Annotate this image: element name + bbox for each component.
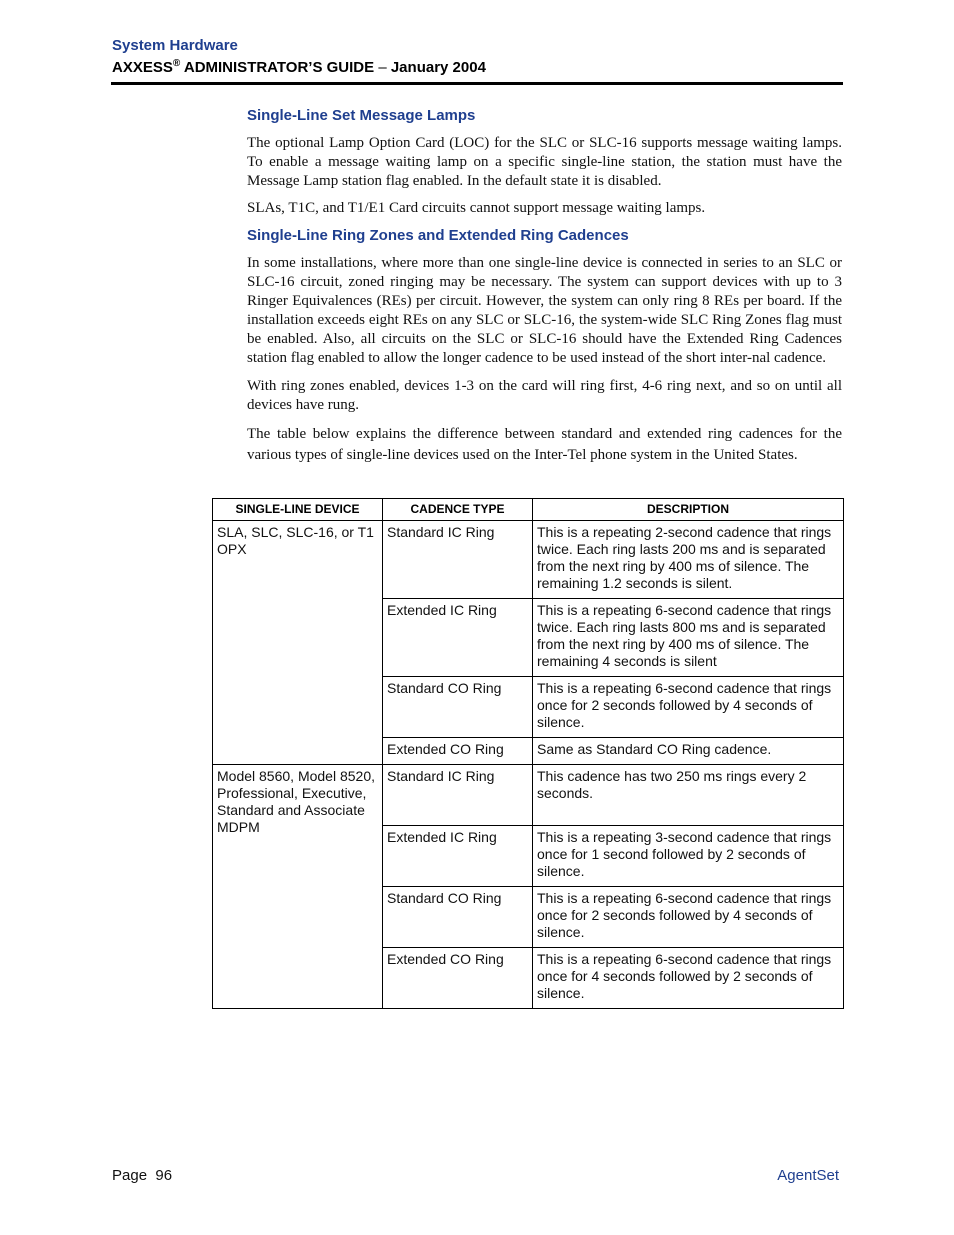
paragraph-no-lamp-support: SLAs, T1C, and T1/E1 Card circuits cannot support message waiting lamps. (247, 200, 706, 216)
title-date: January 2004 (390, 59, 486, 76)
description-cell: This cadence has two 250 ms rings every 2 seconds. (533, 765, 844, 826)
heading-message-lamps: Single-Line Set Message Lamps (247, 107, 476, 124)
table-row (213, 521, 844, 599)
cadence-cell: Standard IC Ring (383, 521, 533, 599)
title-brand: AXXESS (112, 59, 173, 76)
description-cell: This is a repeating 6-second cadence that rings twice. Each ring lasts 800 ms and is separated from the next ring by 400 ms of silence. The remaining 4 seconds is silent (533, 599, 844, 677)
column-header-cadence: CADENCE TYPE (383, 499, 533, 521)
cadence-cell: Extended IC Ring (383, 599, 533, 677)
heading-ring-zones: Single-Line Ring Zones and Extended Ring Cadences (247, 227, 629, 244)
description-cell: This is a repeating 2-second cadence that rings twice. Each ring lasts 200 ms and is separated from the next ring by 400 ms of silence. The remaining 1.2 seconds is silent. (533, 521, 844, 599)
cadence-cell: Standard CO Ring (383, 887, 533, 948)
header-rule (111, 82, 843, 85)
registered-mark: ® (172, 58, 181, 69)
description-cell: This is a repeating 6-second cadence that rings once for 2 seconds followed by 4 seconds of silence. (533, 887, 844, 948)
ring-cadence-table (212, 498, 844, 1009)
footer-product: AgentSet (777, 1167, 839, 1184)
description-cell: This is a repeating 3-second cadence that rings once for 1 second followed by 2 seconds of silence. (533, 826, 844, 887)
description-cell: This is a repeating 6-second cadence that rings once for 4 seconds followed by 2 seconds of silence. (533, 948, 844, 1009)
column-header-device: SINGLE-LINE DEVICE (213, 499, 383, 521)
description-cell: This is a repeating 6-second cadence that rings once for 2 seconds followed by 4 seconds of silence. (533, 677, 844, 738)
device-cell: SLA, SLC, SLC-16, or T1 OPX (213, 521, 383, 765)
description-cell: Same as Standard CO Ring cadence. (533, 738, 844, 765)
paragraph-table-intro: The table below explains the difference between standard and extended ring cadences for the various types of single-line devices used on the Inter-Tel phone system in the United States. (247, 426, 842, 463)
title-guide: ADMINISTRATOR’S GUIDE (183, 59, 375, 76)
paragraph-zoned-ringing: In some installations, where more than one single-line device is connected in series to an SLC or SLC-16 circuit, zoned ringing may be necessary. The system can support devices with up to 3 Ringer Equivalences (REs) per circuit. However, the system can only ring 8 REs per board. If the installation exceeds eight REs on any SLC or SLC-16, the system-wide SLC Ring Zones flag must be enabled. Also, all circuits on the SLC or SLC-16 should have the Extended Ring Cadences station flag enabled to allow the longer cadence to be used instead of the short inter-nal cadence. (247, 255, 842, 366)
column-header-description: DESCRIPTION (533, 499, 844, 521)
paragraph-loc-lamps: The optional Lamp Option Card (LOC) for the SLC or SLC-16 supports message waiting lamps. To enable a message waiting lamp on a specific single-line station, the station must have the Message Lamp station flag enabled. In the default state it is disabled. (247, 135, 842, 189)
page-number: Page 96 (112, 1167, 173, 1184)
cadence-cell: Extended CO Ring (383, 948, 533, 1009)
running-header-section: System Hardware (112, 37, 238, 54)
cadence-cell: Extended IC Ring (383, 826, 533, 887)
body-content (247, 106, 842, 466)
device-cell: Model 8560, Model 8520, Professional, Executive, Standard and Associate MDPM (213, 765, 383, 1009)
cadence-cell: Extended CO Ring (383, 738, 533, 765)
cadence-cell: Standard IC Ring (383, 765, 533, 826)
cadence-cell: Standard CO Ring (383, 677, 533, 738)
title-separator: – (378, 59, 387, 76)
running-header-title (112, 59, 486, 76)
table-row (213, 765, 844, 826)
table-header-row (213, 499, 844, 521)
paragraph-ring-order: With ring zones enabled, devices 1-3 on the card will ring first, 4-6 ring next, and so on until all devices have rung. (247, 378, 842, 413)
